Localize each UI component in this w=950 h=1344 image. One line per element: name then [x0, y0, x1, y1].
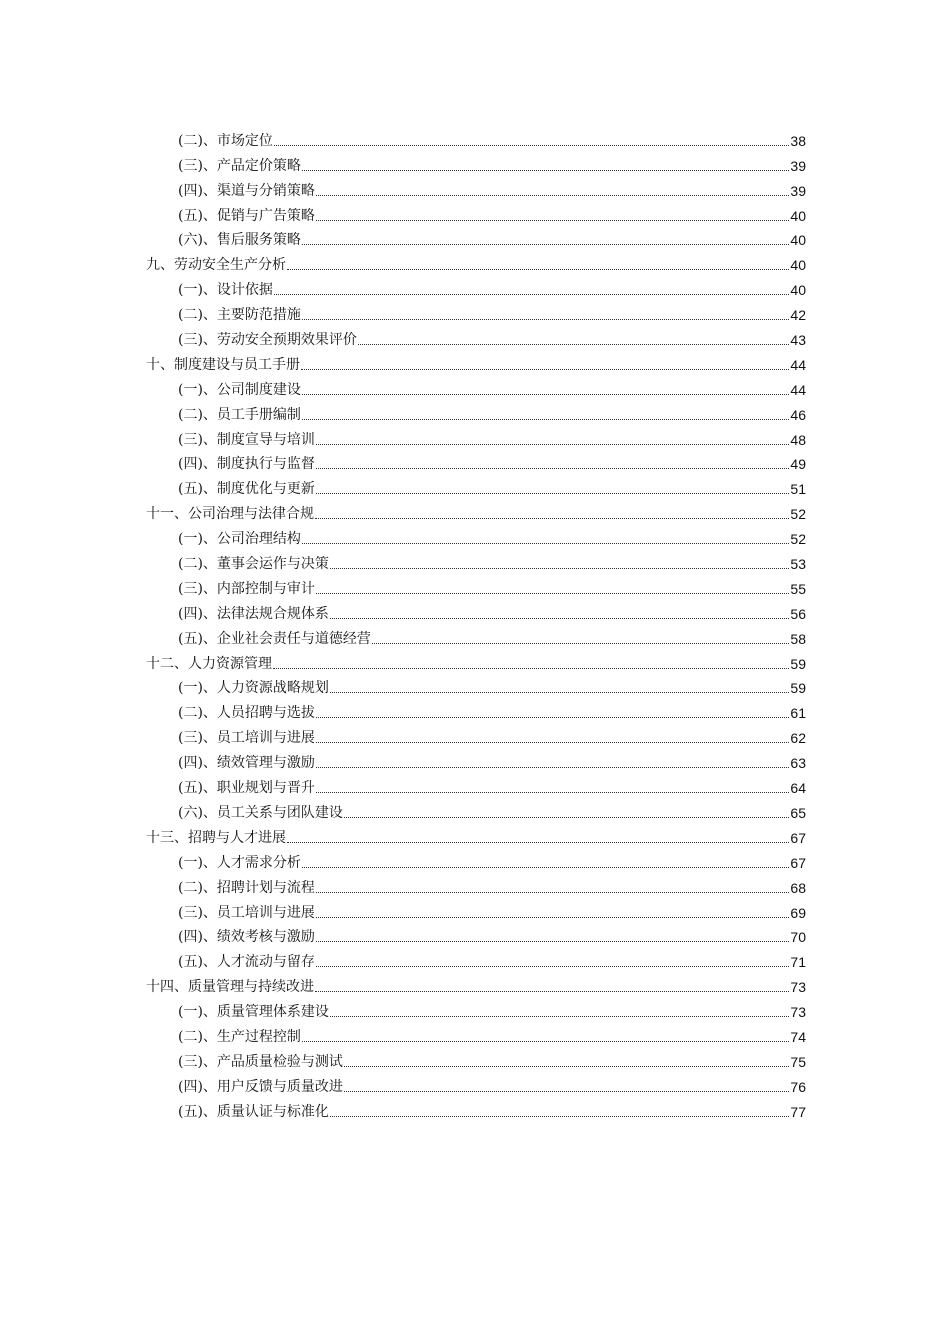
toc-entry-title: (三)、员工培训与进展 — [178, 904, 315, 921]
toc-chapter-entry[interactable] — [146, 497, 806, 522]
toc-page-number: 77 — [790, 1103, 806, 1120]
toc-page-number: 74 — [790, 1028, 806, 1045]
toc-section-entry[interactable] — [146, 846, 806, 871]
toc-entry-title: (三)、制度宣导与培训 — [178, 431, 315, 448]
toc-entry-title: (二)、招聘计划与流程 — [178, 879, 315, 896]
toc-page-number: 39 — [790, 182, 806, 199]
toc-page-number: 65 — [790, 804, 806, 821]
toc-section-entry[interactable] — [146, 423, 806, 448]
toc-page-number: 56 — [790, 605, 806, 622]
toc-section-entry[interactable] — [146, 298, 806, 323]
toc-dot-leader — [273, 668, 789, 669]
toc-section-entry[interactable] — [146, 871, 806, 896]
toc-section-entry[interactable] — [146, 373, 806, 398]
toc-page-number: 64 — [790, 780, 806, 797]
toc-entry-title: (五)、质量认证与标准化 — [178, 1103, 329, 1120]
toc-page-number: 68 — [790, 879, 806, 896]
toc-section-entry[interactable] — [146, 572, 806, 597]
toc-dot-leader — [316, 917, 789, 918]
toc-entry-title: (四)、绩效管理与激励 — [178, 755, 315, 772]
toc-section-entry[interactable] — [146, 472, 806, 497]
toc-dot-leader — [274, 145, 789, 146]
toc-page-number: 62 — [790, 730, 806, 747]
toc-page-number: 40 — [790, 207, 806, 224]
toc-entry-title: (六)、员工关系与团队建设 — [178, 804, 343, 821]
toc-page-number: 75 — [790, 1053, 806, 1070]
toc-entry-title: 十三、招聘与人才进展 — [146, 829, 286, 846]
toc-section-entry[interactable] — [146, 597, 806, 622]
toc-page-number: 52 — [790, 506, 806, 523]
toc-section-entry[interactable] — [146, 672, 806, 697]
toc-entry-title: (五)、职业规划与晋升 — [178, 780, 315, 797]
toc-entry-title: (四)、法律法规合规体系 — [178, 605, 329, 622]
toc-section-entry[interactable] — [146, 522, 806, 547]
toc-page-number: 44 — [790, 356, 806, 373]
toc-section-entry[interactable] — [146, 199, 806, 224]
toc-dot-leader — [301, 369, 789, 370]
toc-dot-leader — [302, 419, 789, 420]
toc-section-entry[interactable] — [146, 1070, 806, 1095]
toc-dot-leader — [330, 618, 789, 619]
toc-dot-leader — [316, 966, 789, 967]
toc-entry-title: (二)、主要防范措施 — [178, 307, 301, 324]
toc-section-entry[interactable] — [146, 149, 806, 174]
toc-section-entry[interactable] — [146, 398, 806, 423]
toc-entry-title: (一)、设计依据 — [178, 282, 273, 299]
toc-page-number: 70 — [790, 929, 806, 946]
toc-dot-leader — [302, 394, 789, 395]
toc-dot-leader — [316, 767, 789, 768]
toc-section-entry[interactable] — [146, 273, 806, 298]
toc-dot-leader — [287, 269, 789, 270]
toc-entry-title: 十一、公司治理与法律合规 — [146, 506, 314, 523]
toc-dot-leader — [316, 717, 789, 718]
toc-page-number: 44 — [790, 381, 806, 398]
toc-section-entry[interactable] — [146, 323, 806, 348]
toc-dot-leader — [315, 991, 789, 992]
toc-entry-title: (五)、制度优化与更新 — [178, 481, 315, 498]
toc-entry-title: (二)、人员招聘与选拔 — [178, 705, 315, 722]
toc-section-entry[interactable] — [146, 1045, 806, 1070]
toc-page-number: 73 — [790, 979, 806, 996]
toc-dot-leader — [316, 742, 789, 743]
toc-entry-title: (四)、渠道与分销策略 — [178, 182, 315, 199]
toc-page-number: 55 — [790, 580, 806, 597]
toc-section-entry[interactable] — [146, 721, 806, 746]
toc-dot-leader — [372, 643, 789, 644]
toc-entry-title: (五)、企业社会责任与道德经营 — [178, 630, 371, 647]
toc-dot-leader — [316, 220, 789, 221]
toc-section-entry[interactable] — [146, 746, 806, 771]
toc-page-number: 39 — [790, 157, 806, 174]
toc-page-number: 59 — [790, 680, 806, 697]
toc-section-entry[interactable] — [146, 995, 806, 1020]
toc-entry-title: (一)、人才需求分析 — [178, 854, 301, 871]
toc-entry-title: (一)、公司制度建设 — [178, 381, 301, 398]
toc-page-number: 67 — [790, 829, 806, 846]
toc-entry-title: (三)、员工培训与进展 — [178, 730, 315, 747]
toc-entry-title: (二)、生产过程控制 — [178, 1028, 301, 1045]
toc-entry-title: (一)、质量管理体系建设 — [178, 1004, 329, 1021]
toc-page-number: 52 — [790, 531, 806, 548]
toc-page-number: 73 — [790, 1004, 806, 1021]
toc-entry-title: 十二、人力资源管理 — [146, 655, 272, 672]
toc-page-number: 46 — [790, 406, 806, 423]
toc-dot-leader — [316, 468, 789, 469]
toc-dot-leader — [287, 842, 789, 843]
toc-page-number: 40 — [790, 257, 806, 274]
toc-entry-title: (五)、人才流动与留存 — [178, 954, 315, 971]
toc-entry-title: (三)、产品定价策略 — [178, 157, 301, 174]
toc-dot-leader — [316, 593, 789, 594]
toc-page-number: 59 — [790, 655, 806, 672]
toc-dot-leader — [344, 1066, 789, 1067]
toc-entry-title: (一)、公司治理结构 — [178, 531, 301, 548]
toc-section-entry[interactable] — [146, 547, 806, 572]
toc-section-entry[interactable] — [146, 174, 806, 199]
toc-dot-leader — [302, 170, 789, 171]
toc-page-number: 53 — [790, 556, 806, 573]
toc-section-entry[interactable] — [146, 696, 806, 721]
toc-page-number: 67 — [790, 854, 806, 871]
toc-dot-leader — [316, 941, 789, 942]
toc-dot-leader — [316, 493, 789, 494]
toc-dot-leader — [274, 294, 789, 295]
toc-entry-title: (四)、绩效考核与激励 — [178, 929, 315, 946]
toc-page-number: 40 — [790, 232, 806, 249]
toc-dot-leader — [330, 1116, 789, 1117]
toc-section-entry[interactable] — [146, 622, 806, 647]
toc-dot-leader — [302, 867, 789, 868]
toc-section-entry[interactable] — [146, 1095, 806, 1120]
toc-dot-leader — [316, 792, 789, 793]
toc-section-entry[interactable] — [146, 224, 806, 249]
toc-section-entry[interactable] — [146, 796, 806, 821]
toc-dot-leader — [302, 543, 789, 544]
toc-entry-title: (二)、市场定位 — [178, 132, 273, 149]
toc-page-number: 38 — [790, 132, 806, 149]
toc-entry-title: 十四、质量管理与持续改进 — [146, 979, 314, 996]
toc-page-number: 42 — [790, 307, 806, 324]
toc-chapter-entry[interactable] — [146, 970, 806, 995]
toc-chapter-entry[interactable] — [146, 647, 806, 672]
toc-entry-title: (四)、制度执行与监督 — [178, 456, 315, 473]
toc-entry-title: (三)、产品质量检验与测试 — [178, 1053, 343, 1070]
toc-entry-title: (三)、劳动安全预期效果评价 — [178, 332, 357, 349]
toc-entry-title: (二)、董事会运作与决策 — [178, 556, 329, 573]
toc-dot-leader — [344, 817, 789, 818]
toc-page-number: 40 — [790, 282, 806, 299]
toc-section-entry[interactable] — [146, 1020, 806, 1045]
toc-dot-leader — [316, 444, 789, 445]
table-of-contents — [146, 124, 806, 1120]
toc-dot-leader — [316, 195, 789, 196]
toc-page-number: 43 — [790, 332, 806, 349]
toc-entry-title: 十、制度建设与员工手册 — [146, 356, 300, 373]
toc-dot-leader — [358, 344, 789, 345]
toc-page-number: 63 — [790, 755, 806, 772]
toc-page-number: 76 — [790, 1078, 806, 1095]
toc-dot-leader — [316, 892, 789, 893]
toc-entry-title: (二)、员工手册编制 — [178, 406, 301, 423]
toc-dot-leader — [302, 244, 789, 245]
toc-page-number: 61 — [790, 705, 806, 722]
toc-entry-title: (五)、促销与广告策略 — [178, 207, 315, 224]
toc-dot-leader — [344, 1091, 789, 1092]
toc-dot-leader — [302, 1041, 789, 1042]
toc-page-number: 71 — [790, 954, 806, 971]
toc-entry-title: (六)、售后服务策略 — [178, 232, 301, 249]
toc-page-number: 48 — [790, 431, 806, 448]
toc-entry-title: (三)、内部控制与审计 — [178, 580, 315, 597]
toc-section-entry[interactable] — [146, 945, 806, 970]
toc-entry-title: 九、劳动安全生产分析 — [146, 257, 286, 274]
toc-entry-title: (四)、用户反馈与质量改进 — [178, 1078, 343, 1095]
toc-section-entry[interactable] — [146, 921, 806, 946]
toc-page-number: 51 — [790, 481, 806, 498]
toc-page-number: 49 — [790, 456, 806, 473]
toc-section-entry[interactable] — [146, 124, 806, 149]
toc-dot-leader — [330, 1016, 789, 1017]
toc-dot-leader — [330, 568, 789, 569]
toc-page-number: 69 — [790, 904, 806, 921]
toc-chapter-entry[interactable] — [146, 821, 806, 846]
toc-entry-title: (一)、人力资源战略规划 — [178, 680, 329, 697]
toc-section-entry[interactable] — [146, 448, 806, 473]
toc-dot-leader — [315, 518, 789, 519]
toc-chapter-entry[interactable] — [146, 348, 806, 373]
toc-section-entry[interactable] — [146, 896, 806, 921]
toc-page-number: 58 — [790, 630, 806, 647]
toc-section-entry[interactable] — [146, 771, 806, 796]
toc-chapter-entry[interactable] — [146, 248, 806, 273]
toc-dot-leader — [302, 319, 789, 320]
toc-dot-leader — [330, 692, 789, 693]
